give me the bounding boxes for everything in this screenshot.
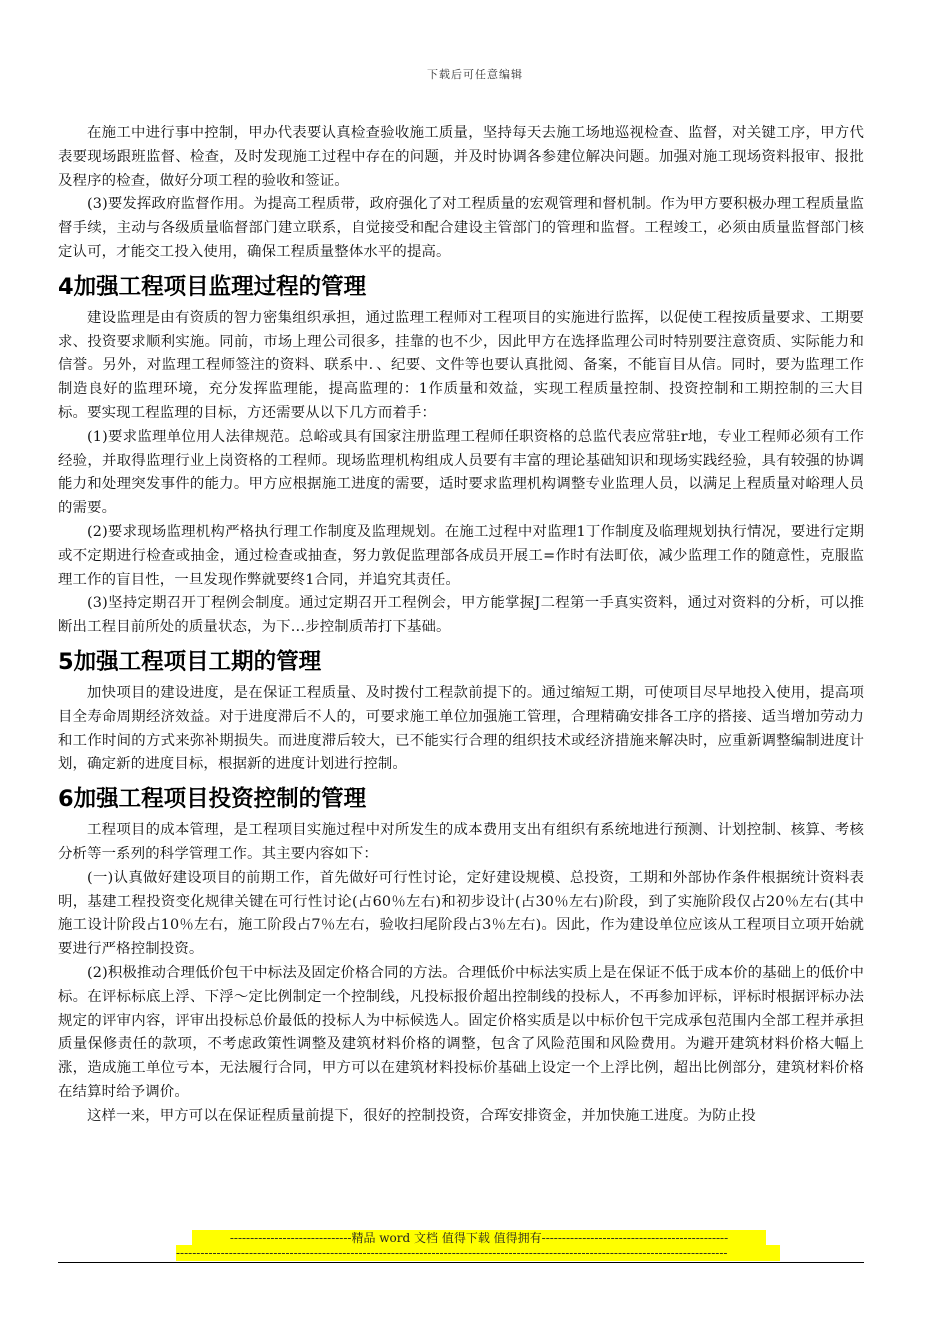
footer-banner: ------------------------------精品 word 文档 值得下载 值得拥有---------------------------------------------- bbox=[192, 1230, 766, 1246]
paragraph: (3)要发挥政府监督作用。为提高工程质带，政府强化了对工程质量的宏观管理和督机制。作为甲方要积极办理工程质量监督手续，主动与各级质量临督部门建立联系，自觉接受和配合建设主管部门的管理和监督。工程竣工，必须由质量监督部门核定认可，才能交工投入使用，确保工程质量整体水平的提高。 bbox=[58, 196, 864, 260]
footer-banner-dashes: ---------------------------------------------------------------------------------------------------------------------------------------- bbox=[176, 1245, 780, 1261]
page-header: 下载后可任意编辑 bbox=[427, 68, 523, 81]
footer-rule bbox=[58, 1262, 864, 1263]
paragraph: 加快项目的建设进度，是在保证工程质量、及时拨付工程款前提下的。通过缩短工期，可使项目尽早地投入使用，提高项目全寿命周期经济效益。对于进度滞后不人的，可要求施工单位加强施工管理，合理精确安排各工序的搭接、适当增加劳动力和工作时间的方式来弥补期损失。而进度滞后较大，已不能实行合理的组织技术或经济措施来解决时，应重新调整编制进度计划，确定新的进度目标，根据新的进度计划进行控制。 bbox=[58, 684, 864, 773]
paragraph: (1)要求监理单位用人法律规范。总峪或具有国家注册监理工程师任职资格的总监代表应常驻r地，专业工程师必须有工作经验，并取得监理行业上岗资格的工程师。现场监理机构组成人员要有丰富的理论基础知识和现场实践经验，具有较强的协调能力和处理突发事件的能力。甲方应根据施工进度的需要，适时要求监理机构调整专业监理人员，以满足上程质量对峪理人员的需要。 bbox=[58, 428, 864, 517]
section-heading: 4加强工程项目监理过程的管理 bbox=[58, 273, 367, 300]
paragraph: 在施工中进行事中控制，甲办代表要认真检查验收施工质量，坚持每天去施工场地巡视检查、监督，对关键工序，甲方代表要现场跟班监督、检查，及时发现施工过程中存在的问题，并及时协调各参建位解决问题。加强对施工现场资料报审、报批及程序的检查，做好分项工程的验收和签证。 bbox=[58, 125, 864, 189]
paragraph: (2)积极推动合理低价包干中标法及固定价格合同的方法。合理低价中标法实质上是在保证不低于成本价的基础上的低价中标。在评标标底上浮、下浮～定比例制定一个控制线，凡投标报价超出控制线的投标人，不再参加评标，评标时根据评标办法规定的评审内容，评审出投标总价最低的投标人为中标候选人。固定价格实质是以中标价包干完成承包范围内全部工程并承担质量保修责任的款项，不考虑政策性调整及建筑材料价格的调整，包含了风险范围和风险费用。为避开建筑材料价格大幅上涨，造成施工单位亏本，无法履行合同，甲方可以在建筑材料投标价基础上设定一个上浮比例，超出比例部分，建筑材料价格在结算时给予调价。 bbox=[58, 964, 864, 1100]
section-heading: 5加强工程项目工期的管理 bbox=[58, 648, 322, 675]
paragraph: (3)坚持定期召开丁程例会制度。通过定期召开工程例会，甲方能掌握J二程第一手真实资料，通过对资料的分析，可以推断出工程目前所处的质量状态，为下…步控制质芾打下基础。 bbox=[58, 595, 864, 636]
document-body bbox=[58, 122, 864, 1128]
paragraph: 这样一来，甲方可以在保证程质量前提下，很好的控制投资，合珲安排资金，并加快施工进度。为防止投 bbox=[87, 1107, 756, 1124]
paragraph: 建设监理是由有资质的智力密集组织承担，通过监理工程师对工程项目的实施进行监挥，以促使工程按质量要求、工期要求、投资要求顺利实施。同前，市场上理公司很多，挂靠的也不少，因此甲方在选择监理公司时特别要注意资质、实际能力和信誉。另外，对监理工程师签注的资料、联系中．、纪要、文件等也要认真批阅、备案，不能盲目从信。同时，要为监理工作制造良好的监理环境，充分发挥监理能，提高监理的：1作质量和效益，实现工程质量控制、投资控制和工期控制的三大目标。要实现工程监理的目标，方还需要从以下几方而着手： bbox=[58, 309, 864, 421]
paragraph: (一)认真做好建设项目的前期工作，首先做好可行性讨论，定好建设规模、总投资，工期和外部协作条件根据统计资料表明，基建工程投资变化规律关键在可行性讨论(占60％左右)和初步设计(占30％左右)阶段，到了实施阶段仅占20％左右(其中施工设计阶段占10％左右，施工阶段占7％左右，验收扫尾阶段占3％左右)。因此，作为建设单位应该从工程项目立项开始就要进行严格控制投资。 bbox=[58, 869, 864, 958]
paragraph: (2)要求现场监理机构严格执行理工作制度及监理规划。在施工过程中对监理1丁作制度及临理规划执行情况，要进行定期或不定期进行检查或抽金，通过检查或抽查，努力敦促监理部各成员开展工=作时有法町依，减少监理工作的随意性，克服监理工作的盲目性，一旦发现作弊就要终1合同，并追究其责任。 bbox=[58, 523, 864, 588]
paragraph: 工程项目的成本管理，是工程项目实施过程中对所发生的成本费用支出有组织有系统地进行预测、计划控制、核算、考核分析等一系列的科学管理工作。其主要内容如下： bbox=[58, 822, 864, 862]
section-heading: 6加强工程项目投资控制的管理 bbox=[58, 786, 367, 813]
